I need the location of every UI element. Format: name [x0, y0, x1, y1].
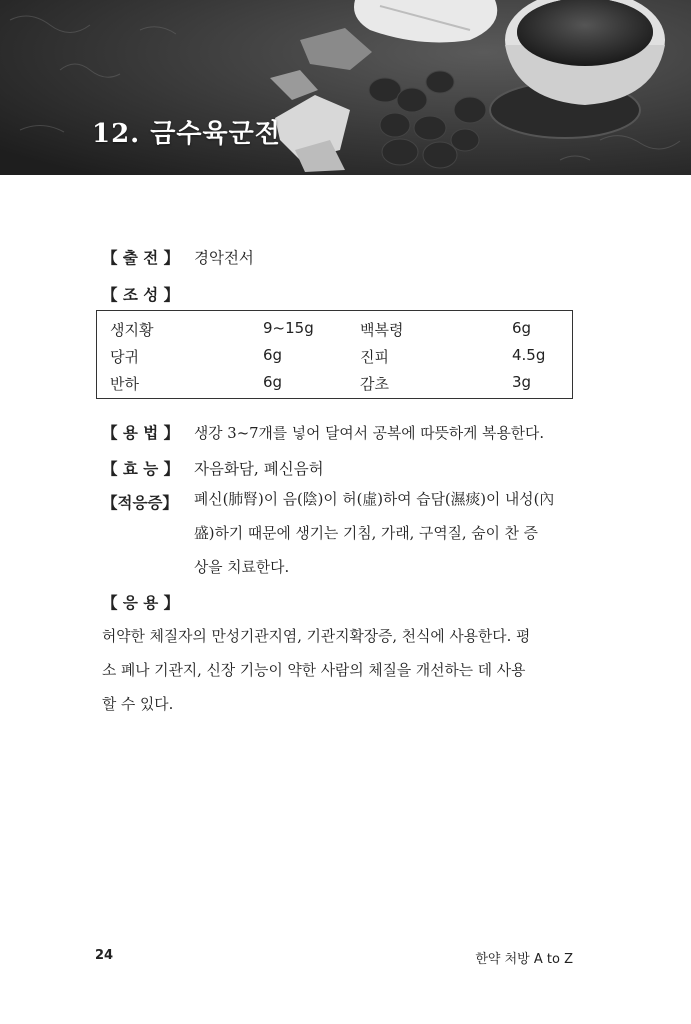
- composition-table: [96, 310, 573, 399]
- application-label: 【 응 용 】: [102, 594, 180, 612]
- table-cell-dose: 6g: [512, 319, 532, 337]
- page-number: 24: [95, 948, 114, 963]
- table-cell-dose: 3g: [512, 373, 532, 391]
- table-cell-dose: 6g: [263, 373, 283, 391]
- application-line: 할 수 있다.: [102, 696, 174, 713]
- indication-line: 상을 치료한다.: [194, 559, 290, 576]
- page-title: 12. 금수육군전: [92, 119, 281, 149]
- source-label: 【 출 전 】: [102, 249, 180, 267]
- header-banner: [0, 0, 691, 175]
- composition-label: 【 조 성 】: [102, 286, 180, 304]
- table-cell-herb: 당귀: [110, 348, 139, 366]
- table-cell-herb: 생지황: [110, 321, 154, 339]
- table-cell-herb: 감초: [360, 375, 389, 393]
- table-cell-dose: 4.5g: [512, 346, 546, 364]
- effect-row: [102, 457, 324, 479]
- source-value: 경악전서: [194, 249, 254, 267]
- application-line: 소 폐나 기관지, 신장 기능이 약한 사람의 체질을 개선하는 데 사용: [102, 662, 526, 679]
- application-heading: [102, 591, 194, 613]
- indication-text: [194, 483, 574, 585]
- application-text: [102, 620, 574, 722]
- application-line: 허약한 체질자의 만성기관지염, 기관지확장증, 천식에 사용한다. 평: [102, 628, 531, 645]
- table-cell-herb: 진피: [360, 348, 389, 366]
- indication-line: 盛)하기 때문에 생기는 기침, 가래, 구역질, 숨이 찬 증: [194, 525, 538, 542]
- composition-heading: [102, 283, 194, 305]
- table-cell-dose: 9~15g: [263, 319, 314, 337]
- source-row: [102, 246, 254, 268]
- effect-value: 자음화담, 폐신음허: [194, 460, 324, 478]
- table-cell-herb: 반하: [110, 375, 139, 393]
- indication-heading: [102, 491, 194, 513]
- table-cell-dose: 6g: [263, 346, 283, 364]
- usage-label: 【 용 법 】: [102, 424, 180, 442]
- indication-line: 폐신(肺腎)이 음(陰)이 허(虛)하여 습담(濕痰)이 내성(內: [194, 491, 555, 508]
- book-title: 한약 처방 A to Z: [475, 952, 573, 967]
- effect-label: 【 효 능 】: [102, 460, 180, 478]
- indication-label: 【적응증】: [102, 494, 178, 512]
- usage-row: [102, 421, 544, 443]
- usage-value: 생강 3~7개를 넣어 달여서 공복에 따뜻하게 복용한다.: [194, 425, 545, 442]
- table-cell-herb: 백복령: [360, 321, 404, 339]
